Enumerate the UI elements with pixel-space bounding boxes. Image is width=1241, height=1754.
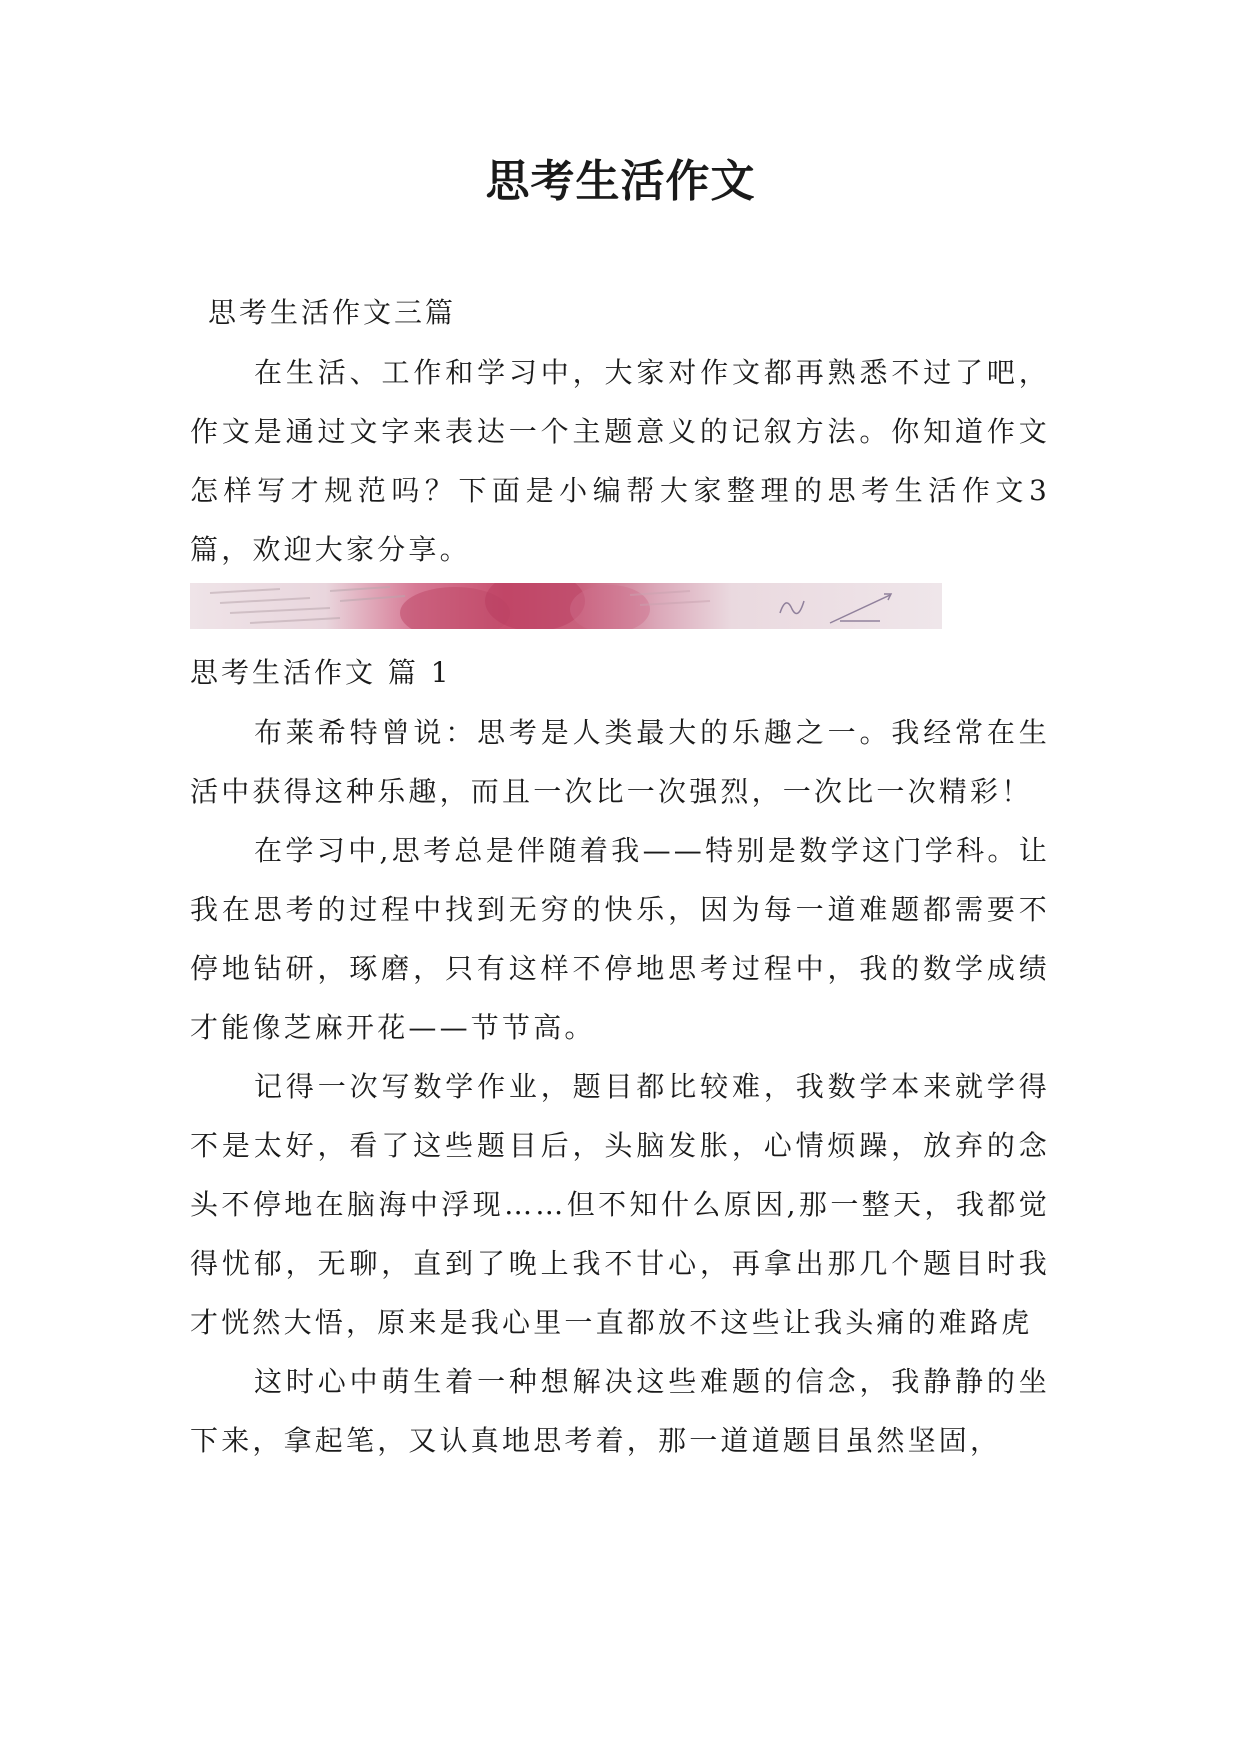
body-paragraph: 记得一次写数学作业，题目都比较难，我数学本来就学得不是太好，看了这些题目后，头脑发胀，心情烦躁，放弃的念头不停地在脑海中浮现……但不知什么原因,那一整天，我都觉得忧郁，无聊，直到了晚上我不甘心，再拿出那几个题目时我才恍然大悟，原来是我心里一直都放不这些让我头痛的难路虎 <box>190 1070 1050 1339</box>
banner-illustration <box>190 583 942 629</box>
body-paragraph: 在学习中,思考总是伴随着我——特别是数学这门学科。让我在思考的过程中找到无穷的快乐，因为每一道难题都需要不停地钻研，琢磨，只有这样不停地思考过程中，我的数学成绩才能像芝麻开花——节节高。 <box>190 834 1050 1044</box>
body-paragraph: 布莱希特曾说：思考是人类最大的乐趣之一。我经常在生活中获得这种乐趣，而且一次比一次强烈，一次比一次精彩！ <box>190 716 1050 808</box>
section-heading: 思考生活作文 篇 1 <box>190 656 452 689</box>
document-title: 思考生活作文 <box>485 156 756 207</box>
document-subtitle: 思考生活作文三篇 <box>208 296 457 329</box>
banner-image <box>190 583 942 629</box>
document-body <box>190 283 1050 1470</box>
intro-paragraph: 在生活、工作和学习中，大家对作文都再熟悉不过了吧，作文是通过文字来表达一个主题意义的记叙方法。你知道作文怎样写才规范吗？下面是小编帮大家整理的思考生活作文3篇，欢迎大家分享。 <box>190 356 1050 566</box>
body-paragraph: 这时心中萌生着一种想解决这些难题的信念，我静静的坐下来，拿起笔，又认真地思考着，那一道道题目虽然坚固， <box>190 1365 1050 1457</box>
